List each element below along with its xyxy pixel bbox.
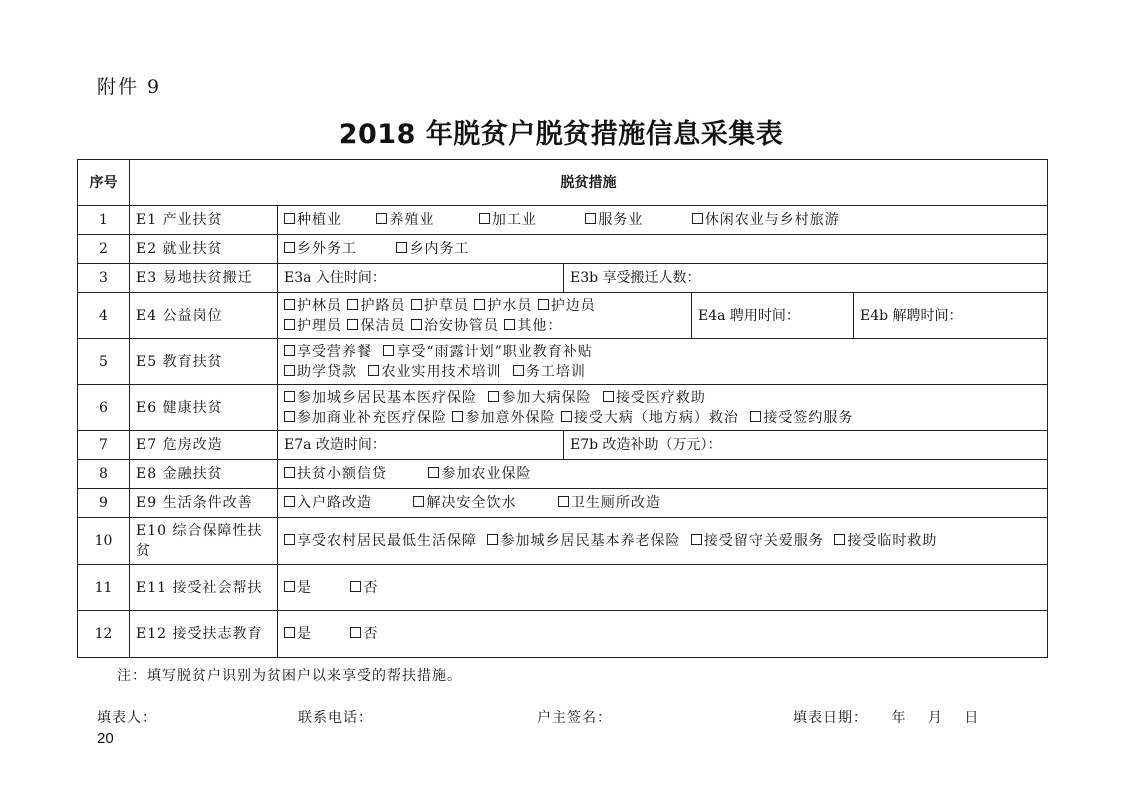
row-category: E4 公益岗位 — [130, 293, 278, 339]
checkbox-icon[interactable] — [504, 319, 515, 330]
table-row — [78, 611, 1048, 658]
row-no: 4 — [78, 293, 130, 339]
checkbox-option[interactable]: 加工业 — [479, 210, 581, 230]
checkbox-icon[interactable] — [284, 345, 295, 356]
checkbox-icon[interactable] — [284, 319, 295, 330]
row-category: E5 教育扶贫 — [130, 339, 278, 385]
checkbox-icon[interactable] — [487, 534, 498, 545]
checkbox-icon[interactable] — [368, 365, 379, 376]
checkbox-option[interactable]: 参加城乡居民基本养老保险 — [487, 531, 680, 551]
table-row — [78, 339, 1048, 385]
row-options — [278, 293, 692, 339]
checkbox-icon[interactable] — [452, 411, 463, 422]
attachment-label: 附件 9 — [97, 76, 162, 98]
row-category: E7 危房改造 — [130, 431, 278, 460]
row-options — [278, 235, 1048, 264]
row-options — [278, 385, 1048, 431]
row-no: 2 — [78, 235, 130, 264]
table-row — [78, 293, 1048, 339]
fill-date-field[interactable] — [793, 707, 979, 727]
row-no: 10 — [78, 518, 130, 565]
row-category: E2 就业扶贫 — [130, 235, 278, 264]
checkbox-option[interactable]: 务工培训 — [513, 362, 586, 382]
row-category: E10 综合保障性扶贫 — [130, 518, 278, 565]
row-category: E11 接受社会帮扶 — [130, 565, 278, 611]
checkbox-icon[interactable] — [413, 496, 424, 507]
row-no: 8 — [78, 460, 130, 489]
row-no: 3 — [78, 264, 130, 293]
checkbox-icon[interactable] — [284, 496, 295, 507]
checkbox-option[interactable]: 接受临时救助 — [834, 531, 937, 551]
checkbox-icon[interactable] — [488, 391, 499, 402]
page-title: 2018 年脱贫户脱贫措施信息采集表 — [338, 119, 784, 150]
row-options — [278, 518, 1048, 565]
checkbox-icon[interactable] — [558, 496, 569, 507]
checkbox-icon[interactable] — [513, 365, 524, 376]
checkbox-option[interactable]: 参加商业补充医疗保险 — [284, 408, 447, 428]
checkbox-option[interactable]: 享受农村居民最低生活保障 — [284, 531, 477, 551]
row-no: 5 — [78, 339, 130, 385]
checkbox-option[interactable]: 接受签约服务 — [750, 408, 853, 428]
checkbox-icon[interactable] — [284, 627, 295, 638]
checkbox-option[interactable]: 治安协管员 — [411, 316, 499, 336]
checkbox-option[interactable]: 参加城乡居民基本医疗保险 — [284, 388, 477, 408]
row-category: E8 金融扶贫 — [130, 460, 278, 489]
checkbox-icon[interactable] — [538, 299, 549, 310]
checkbox-option[interactable]: 护林员 — [284, 296, 342, 316]
checkbox-icon[interactable] — [284, 299, 295, 310]
checkbox-option[interactable]: 否 — [350, 624, 378, 644]
checkbox-icon[interactable] — [350, 627, 361, 638]
table-row — [78, 264, 1048, 293]
date-label: 填表日期： — [793, 710, 868, 726]
checkbox-icon[interactable] — [750, 411, 761, 422]
checkbox-icon[interactable] — [834, 534, 845, 545]
table-row — [78, 565, 1048, 611]
checkbox-option[interactable]: 享受“雨露计划”职业教育补贴 — [383, 342, 592, 362]
checkbox-icon[interactable] — [347, 299, 358, 310]
row-options — [278, 339, 1048, 385]
checkbox-icon[interactable] — [383, 345, 394, 356]
checkbox-option[interactable]: 服务业 — [585, 210, 687, 230]
checkbox-icon[interactable] — [347, 319, 358, 330]
checkbox-icon[interactable] — [411, 319, 422, 330]
checkbox-option[interactable]: 护路员 — [347, 296, 405, 316]
table-row — [78, 518, 1048, 565]
row-no: 12 — [78, 611, 130, 658]
checkbox-option[interactable]: 接受留守关爱服务 — [691, 531, 824, 551]
day-label: 日 — [964, 710, 980, 726]
row-options — [278, 460, 1048, 489]
checkbox-option[interactable]: 卫生厕所改造 — [558, 493, 661, 513]
owner-signature-field[interactable]: 户主签名： — [537, 710, 612, 726]
checkbox-option[interactable]: 休闲农业与乡村旅游 — [692, 210, 840, 230]
filler-field[interactable]: 填表人： — [97, 710, 157, 726]
field-a[interactable]: E3a 入住时间： — [278, 264, 564, 293]
checkbox-option[interactable]: 享受营养餐 — [284, 342, 372, 362]
checkbox-option[interactable]: 是 — [284, 624, 346, 644]
checkbox-icon[interactable] — [428, 467, 439, 478]
checkbox-icon[interactable] — [479, 213, 490, 224]
field-b[interactable]: E4b 解聘时间： — [854, 293, 1048, 339]
row-options — [278, 489, 1048, 518]
checkbox-icon[interactable] — [474, 299, 485, 310]
checkbox-option[interactable]: 参加农业保险 — [428, 464, 531, 484]
table-row — [78, 385, 1048, 431]
checkbox-option[interactable]: 入户路改造 — [284, 493, 409, 513]
checkbox-option[interactable]: 扶贫小额信贷 — [284, 464, 424, 484]
checkbox-icon[interactable] — [284, 213, 295, 224]
row-no: 6 — [78, 385, 130, 431]
checkbox-option[interactable]: 护水员 — [474, 296, 532, 316]
header-no: 序号 — [78, 160, 130, 206]
phone-field[interactable]: 联系电话： — [298, 710, 373, 726]
row-no: 11 — [78, 565, 130, 611]
table-row — [78, 460, 1048, 489]
checkbox-icon[interactable] — [284, 411, 295, 422]
checkbox-option[interactable]: 保洁员 — [347, 316, 405, 336]
checkbox-icon[interactable] — [350, 581, 361, 592]
checkbox-icon[interactable] — [284, 581, 295, 592]
year-label: 年 — [891, 710, 907, 726]
row-category: E6 健康扶贫 — [130, 385, 278, 431]
checkbox-icon[interactable] — [396, 242, 407, 253]
checkbox-icon[interactable] — [376, 213, 387, 224]
checkbox-option[interactable]: 其他： — [504, 316, 562, 336]
row-category: E1 产业扶贫 — [130, 206, 278, 235]
checkbox-option[interactable]: 接受大病（地方病）救治 — [561, 408, 739, 428]
row-category: E12 接受扶志教育 — [130, 611, 278, 658]
checkbox-option[interactable]: 乡外务工 — [284, 239, 392, 259]
row-options — [278, 565, 1048, 611]
table-row — [78, 431, 1048, 460]
row-category: E9 生活条件改善 — [130, 489, 278, 518]
checkbox-option[interactable]: 护草员 — [411, 296, 469, 316]
checkbox-icon[interactable] — [284, 242, 295, 253]
checkbox-icon[interactable] — [692, 213, 703, 224]
field-a[interactable]: E7a 改造时间： — [278, 431, 564, 460]
checkbox-icon[interactable] — [561, 411, 572, 422]
field-b[interactable]: E3b 享受搬迁人数： — [564, 264, 1048, 293]
table-row — [78, 235, 1048, 264]
table-note: 注：填写脱贫户识别为贫困户以来享受的帮扶措施。 — [117, 668, 462, 684]
checkbox-icon[interactable] — [585, 213, 596, 224]
checkbox-icon[interactable] — [603, 391, 614, 402]
checkbox-option[interactable]: 参加意外保险 — [452, 408, 555, 428]
checkbox-option[interactable]: 乡内务工 — [396, 239, 469, 259]
checkbox-option[interactable]: 农业实用技术培训 — [368, 362, 501, 382]
row-no: 9 — [78, 489, 130, 518]
month-label: 月 — [927, 710, 943, 726]
measures-table — [77, 159, 1048, 658]
field-a[interactable]: E4a 聘用时间： — [692, 293, 854, 339]
checkbox-option[interactable]: 助学贷款 — [284, 362, 357, 382]
checkbox-option[interactable]: 护理员 — [284, 316, 342, 336]
checkbox-option[interactable]: 参加大病保险 — [488, 388, 591, 408]
checkbox-option[interactable]: 解决安全饮水 — [413, 493, 553, 513]
checkbox-option[interactable]: 养殖业 — [376, 210, 474, 230]
row-no: 7 — [78, 431, 130, 460]
checkbox-icon[interactable] — [284, 534, 295, 545]
page-number: 20 — [97, 730, 114, 747]
checkbox-option[interactable]: 是 — [284, 578, 346, 598]
row-options — [278, 611, 1048, 658]
row-category: E3 易地扶贫搬迁 — [130, 264, 278, 293]
header-measures: 脱贫措施 — [130, 160, 1048, 206]
table-row — [78, 206, 1048, 235]
checkbox-icon[interactable] — [284, 391, 295, 402]
checkbox-icon[interactable] — [284, 365, 295, 376]
row-options — [278, 206, 1048, 235]
table-header-row — [78, 160, 1048, 206]
row-no: 1 — [78, 206, 130, 235]
checkbox-icon[interactable] — [691, 534, 702, 545]
field-b[interactable]: E7b 改造补助（万元）： — [564, 431, 1048, 460]
checkbox-option[interactable]: 种植业 — [284, 210, 372, 230]
checkbox-option[interactable]: 否 — [350, 578, 378, 598]
checkbox-icon[interactable] — [411, 299, 422, 310]
checkbox-option[interactable]: 护边员 — [538, 296, 596, 316]
checkbox-icon[interactable] — [284, 467, 295, 478]
table-row — [78, 489, 1048, 518]
checkbox-option[interactable]: 接受医疗救助 — [603, 388, 706, 408]
